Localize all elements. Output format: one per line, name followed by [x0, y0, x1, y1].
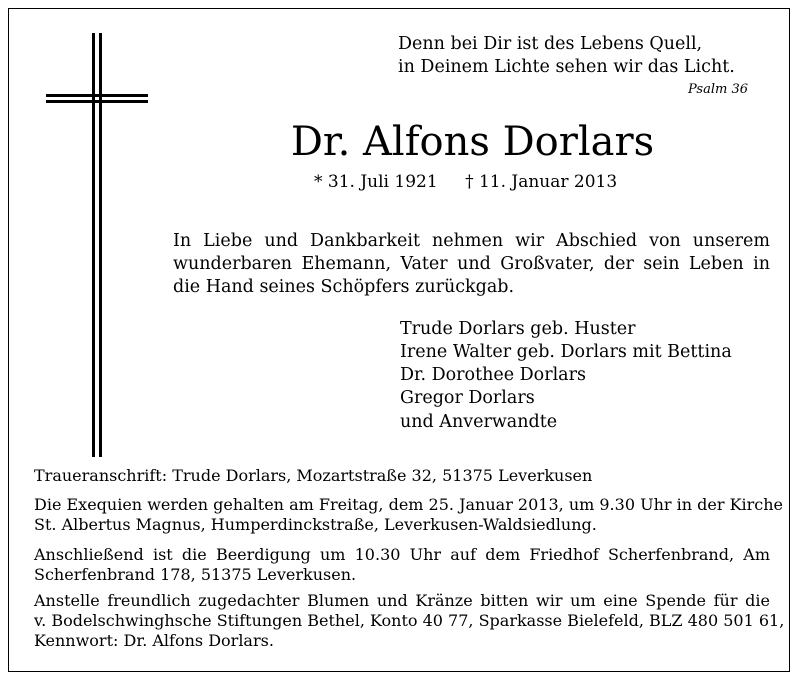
farewell-line: In Liebe und Dankbarkeit nehmen wir Abschied von unserem: [173, 231, 770, 251]
psalm-verse: [398, 33, 735, 79]
donation-line: Kennwort: Dr. Alfons Dorlars.: [34, 631, 274, 650]
deceased-name: Dr. Alfons Dorlars: [290, 119, 655, 165]
service-line: Die Exequien werden gehalten am Freitag, dem 25. Januar 2013, um 9.30 Uhr in der Kirche: [34, 495, 784, 514]
donation-request: [34, 591, 785, 651]
mourner-name: Irene Walter geb. Dorlars mit Bettina: [400, 342, 732, 362]
farewell-line: wunderbaren Ehemann, Vater und Großvater, der sein Leben in: [173, 254, 770, 274]
burial-details: [34, 545, 770, 585]
address-line: Traueranschrift: Trude Dorlars, Mozartstraße 32, 51375 Leverkusen: [34, 466, 593, 485]
life-dates: [314, 172, 639, 192]
verse-line: Denn bei Dir ist des Lebens Quell,: [398, 34, 703, 54]
burial-line: Anschließend ist die Beerdigung um 10.30 Uhr auf dem Friedhof Scherfenbrand, Am: [34, 545, 770, 564]
mourning-address: [34, 466, 770, 486]
mourner-name: Gregor Dorlars: [400, 388, 535, 408]
service-line: St. Albertus Magnus, Humperdinckstraße, Leverkusen-Waldsiedlung.: [34, 515, 597, 534]
farewell-line: die Hand seines Schöpfers zurückgab.: [173, 277, 515, 297]
mourner-name: Trude Dorlars geb. Huster: [400, 319, 636, 339]
mourners-list: [400, 318, 732, 410]
birth-date: * 31. Juli 1921: [314, 172, 438, 192]
verse-source: Psalm 36: [688, 82, 748, 97]
donation-line: v. Bodelschwinghsche Stiftungen Bethel, Konto 40 77, Sparkasse Bielefeld, BLZ 480 501 61,: [34, 611, 785, 630]
mourner-name: Dr. Dorothee Dorlars: [400, 365, 586, 385]
donation-line: Anstelle freundlich zugedachter Blumen und Kränze bitten wir um eine Spende für die: [34, 591, 770, 610]
farewell-text: [173, 230, 770, 299]
burial-line: Scherfenbrand 178, 51375 Leverkusen.: [34, 565, 357, 584]
relatives-note: und Anverwandte: [400, 412, 558, 432]
service-details: [34, 495, 784, 535]
verse-line: in Deinem Lichte sehen wir das Licht.: [398, 57, 735, 77]
death-date: † 11. Januar 2013: [465, 172, 618, 192]
